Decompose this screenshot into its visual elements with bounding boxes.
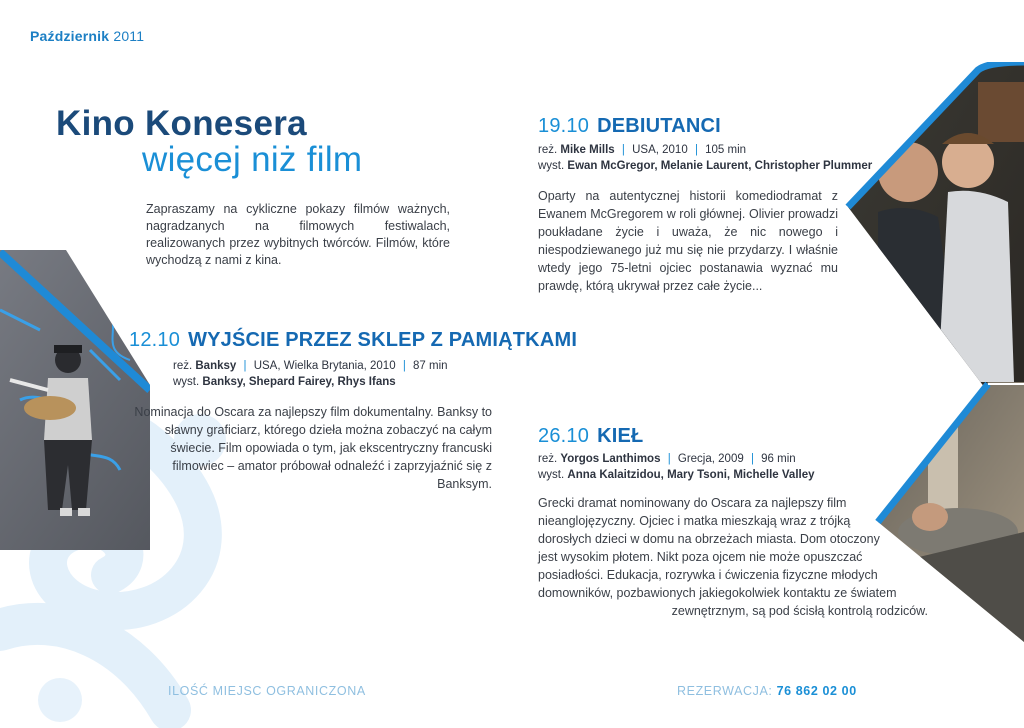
- film-cast: Ewan McGregor, Melanie Laurent, Christopher Plummer: [567, 160, 873, 172]
- description-line: domowników, pozbawionych jakiegokolwiek kontaktu ze światem: [538, 586, 897, 600]
- film-meta-debiutanci: reż. Mike Mills | USA, 2010 | 105 min wyst. Ewan McGregor, Melanie Laurent, Christopher Plummer: [538, 144, 873, 172]
- cast-label: wyst.: [538, 469, 565, 481]
- film-title: KIEŁ: [597, 425, 644, 447]
- issue-year: 2011: [113, 28, 145, 44]
- footer-limited-seats: ILOŚĆ MIEJSC OGRANICZONA: [168, 684, 366, 698]
- film-title: DEBIUTANCI: [597, 115, 721, 137]
- film-director: Mike Mills: [560, 144, 615, 156]
- film-date: 12.10: [129, 329, 181, 351]
- film-description-kiel: [538, 494, 928, 620]
- description-line: zewnętrznym, są pod ścisłą kontrolą rodziców.: [671, 604, 928, 618]
- description-line: jest wysokim płotem. Nikt poza ojcem nie może opuszczać: [538, 550, 863, 564]
- film-runtime: 105 min: [705, 144, 747, 156]
- director-label: reż.: [538, 144, 558, 156]
- film-runtime: 96 min: [761, 453, 796, 465]
- film-cast: Anna Kalaitzidou, Mary Tsoni, Michelle Valley: [567, 469, 815, 481]
- film-heading-wyjscie: [129, 329, 577, 352]
- cast-label: wyst.: [538, 160, 565, 172]
- film-heading-kiel: [538, 425, 643, 448]
- director-label: reż.: [173, 360, 193, 372]
- left-photo-frame: [0, 250, 150, 550]
- description-line: dorosłych dzieci w domu na obrzeżach miasta. Dom otoczony: [538, 532, 880, 546]
- page-title: Kino Konesera: [56, 104, 307, 143]
- film-date: 26.10: [538, 425, 590, 447]
- film-meta-kiel: reż. Yorgos Lanthimos | Grecja, 2009 | 96 min wyst. Anna Kalaitzidou, Mary Tsoni, Michelle Valley: [538, 453, 815, 481]
- film-country-year: USA, Wielka Brytania, 2010: [253, 360, 396, 372]
- reservation-phone[interactable]: 76 862 02 00: [776, 684, 857, 698]
- banksy-mural-photo: [0, 250, 150, 550]
- cast-label: wyst.: [173, 376, 200, 388]
- film-date: 19.10: [538, 115, 590, 137]
- footer-reservation: [677, 684, 857, 698]
- intro-text: Zapraszamy na cykliczne pokazy filmów ważnych, nagradzanych na filmowych festiwalach, realizowanych przez wybitnych twórców. Filmów, które wychodzą z nami z kina.: [146, 202, 450, 267]
- description-line: nieanglojęzyczny. Ojciec i matka mieszkają wraz z trójką: [538, 514, 851, 528]
- director-label: reż.: [538, 453, 558, 465]
- film-description-wyjscie: Nominacja do Oscara za najlepszy film dokumentalny. Banksy to sławny graficiarz, którego dzieła można zobaczyć na całym świecie. Film opowiada o tym, jak ekscentryczny francuski filmowiec – amator próbował odnaleźć i zaprzyjaźnić się z Banksym.: [134, 405, 492, 491]
- film-country-year: USA, 2010: [632, 144, 688, 156]
- film-cast: Banksy, Shepard Fairey, Rhys Ifans: [202, 376, 396, 388]
- page-subtitle: więcej niż film: [142, 140, 363, 179]
- debiutanci-photo: [838, 62, 1024, 402]
- reservation-label: REZERWACJA:: [677, 684, 773, 698]
- film-director: Yorgos Lanthimos: [560, 453, 661, 465]
- film-runtime: 87 min: [413, 360, 448, 372]
- film-meta-wyjscie: reż. Banksy | USA, Wielka Brytania, 2010 | 87 min wyst. Banksy, Shepard Fairey, Rhys Ifans: [173, 360, 448, 388]
- film-title: WYJŚCIE PRZEZ SKLEP Z PAMIĄTKAMI: [188, 329, 578, 351]
- description-line: posiadłości. Edukacja, rozrywka i ćwiczenia fizyczne młodych: [538, 568, 878, 582]
- film-description-debiutanci: Oparty na autentycznej historii komediodramat z Ewanem McGregorem w roli głównej. Olivier prowadzi poukładane życie i uważa, że nic nowego i niespodziewanego już mu się nie przydarzy. I właśnie wtedy jego 75-letni ojciec postanawia wyznać mu prawdę, którą ukrywał przez całe życie...: [538, 189, 838, 293]
- description-line: Grecki dramat nominowany do Oscara za najlepszy film: [538, 496, 847, 510]
- issue-month: Październik: [30, 28, 110, 44]
- film-heading-debiutanci: [538, 115, 721, 138]
- issue-date: [30, 28, 144, 44]
- film-director: Banksy: [195, 360, 237, 372]
- film-country-year: Grecja, 2009: [677, 453, 744, 465]
